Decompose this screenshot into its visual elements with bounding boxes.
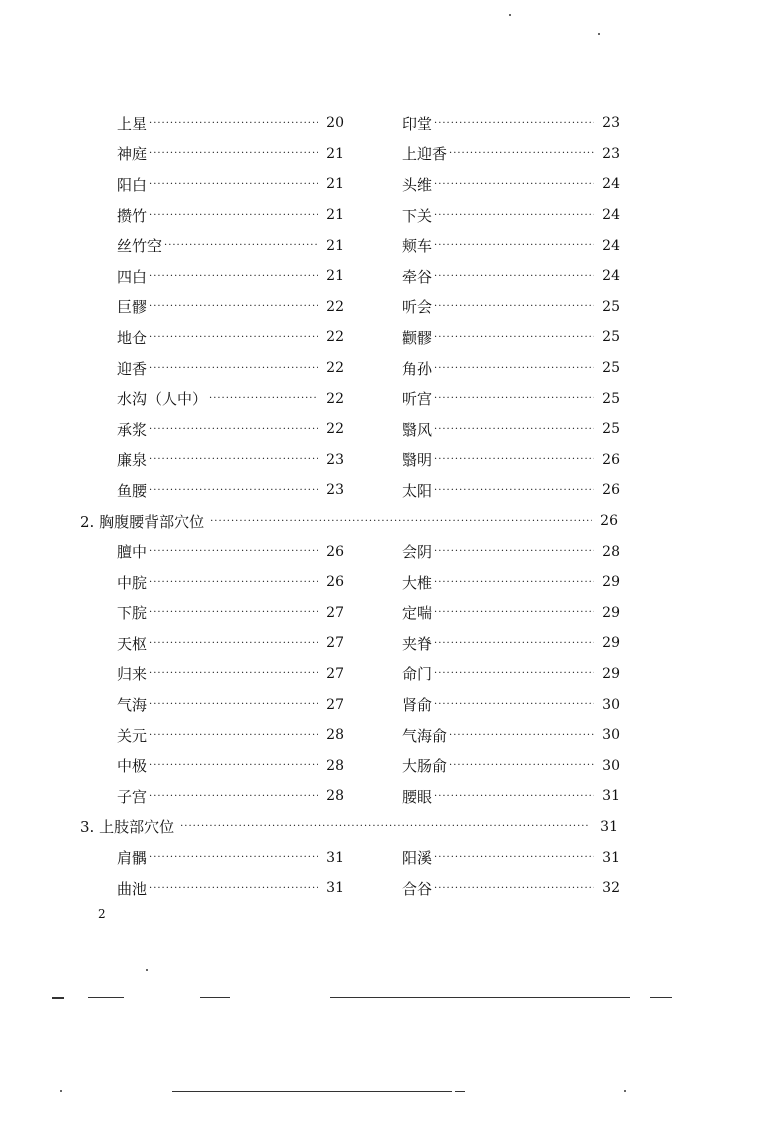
dot-leader <box>149 577 318 588</box>
toc-entry <box>402 169 620 200</box>
entry-page: 28 <box>326 727 344 744</box>
entry-page: 26 <box>602 482 620 499</box>
toc-row <box>80 567 620 598</box>
dot-leader <box>164 240 318 251</box>
toc-entry <box>117 475 344 506</box>
entry-name: 阳溪 <box>402 849 433 868</box>
toc-entry <box>117 383 344 414</box>
entry-page: 27 <box>326 604 344 621</box>
toc-entry <box>402 689 620 720</box>
entry-name: 迎香 <box>117 359 148 378</box>
dot-leader <box>449 148 594 159</box>
toc-row <box>80 292 620 323</box>
page-number: 2 <box>98 907 106 921</box>
toc-entry <box>402 750 620 781</box>
toc-row <box>80 689 620 720</box>
scan-line <box>650 997 672 998</box>
dot-leader <box>449 730 594 741</box>
toc-entry <box>117 598 344 629</box>
toc-entry <box>402 873 620 904</box>
entry-page: 30 <box>602 696 620 713</box>
table-of-contents <box>80 108 620 903</box>
toc-entry <box>117 230 344 261</box>
dot-leader <box>149 148 318 159</box>
toc-row <box>80 781 620 812</box>
entry-name: 气海俞 <box>402 726 448 745</box>
entry-name: 关元 <box>117 726 148 745</box>
toc-row <box>80 383 620 414</box>
entry-name: 巨髎 <box>117 298 148 317</box>
toc-entry <box>402 108 620 139</box>
entry-name: 中极 <box>117 757 148 776</box>
entry-page: 32 <box>602 880 620 897</box>
entry-page: 24 <box>602 176 620 193</box>
scan-line <box>88 997 124 998</box>
entry-page: 21 <box>326 176 344 193</box>
entry-page: 26 <box>326 574 344 591</box>
entry-name: 曲池 <box>117 879 148 898</box>
toc-entry <box>402 261 620 292</box>
scan-speck <box>509 14 511 16</box>
dot-leader <box>149 668 318 679</box>
entry-page: 27 <box>326 665 344 682</box>
toc-entry <box>402 230 620 261</box>
entry-name: 气海 <box>117 696 148 715</box>
toc-entry <box>402 567 620 598</box>
entry-name: 听宫 <box>402 390 433 409</box>
section-title: 3. 上肢部穴位 <box>80 818 175 837</box>
entry-name: 上迎香 <box>402 145 448 164</box>
dot-leader <box>149 363 318 374</box>
entry-page: 25 <box>602 360 620 377</box>
entry-page: 26 <box>326 543 344 560</box>
entry-page: 28 <box>326 788 344 805</box>
entry-name: 廉泉 <box>117 451 148 470</box>
entry-page: 29 <box>602 635 620 652</box>
entry-page: 24 <box>602 268 620 285</box>
entry-name: 翳明 <box>402 451 433 470</box>
dot-leader <box>434 118 594 129</box>
scan-line <box>455 1091 465 1092</box>
dot-leader <box>434 240 594 251</box>
entry-page: 25 <box>602 390 620 407</box>
entry-name: 上星 <box>117 114 148 133</box>
toc-row <box>80 536 620 567</box>
entry-name: 颊车 <box>402 237 433 256</box>
entry-name: 丝竹空 <box>117 237 163 256</box>
toc-entry <box>117 108 344 139</box>
entry-name: 神庭 <box>117 145 148 164</box>
dot-leader <box>149 791 318 802</box>
entry-page: 25 <box>602 298 620 315</box>
scan-line <box>200 997 230 998</box>
toc-row <box>80 261 620 292</box>
entry-name: 四白 <box>117 267 148 286</box>
dot-leader <box>434 179 594 190</box>
entry-name: 地仓 <box>117 328 148 347</box>
entry-page: 31 <box>326 880 344 897</box>
toc-entry <box>117 353 344 384</box>
entry-name: 角孙 <box>402 359 433 378</box>
dot-leader <box>149 760 318 771</box>
entry-page: 22 <box>326 421 344 438</box>
toc-entry <box>402 536 620 567</box>
section-heading <box>80 812 618 843</box>
entry-name: 印堂 <box>402 114 433 133</box>
dot-leader <box>149 332 318 343</box>
entry-page: 23 <box>326 482 344 499</box>
dot-leader <box>149 485 318 496</box>
dot-leader <box>434 607 594 618</box>
toc-row <box>80 230 620 261</box>
dot-leader <box>149 179 318 190</box>
toc-row <box>80 842 620 873</box>
entry-page: 22 <box>326 298 344 315</box>
toc-entry <box>402 322 620 353</box>
entry-name: 夹脊 <box>402 634 433 653</box>
scan-speck <box>60 1090 62 1092</box>
entry-page: 22 <box>326 360 344 377</box>
dot-leader <box>210 516 592 527</box>
entry-name: 下脘 <box>117 604 148 623</box>
dot-leader <box>434 699 594 710</box>
dot-leader <box>149 730 318 741</box>
entry-page: 21 <box>326 237 344 254</box>
dot-leader <box>434 577 594 588</box>
toc-entry <box>117 169 344 200</box>
dot-leader <box>434 210 594 221</box>
dot-leader <box>209 393 318 404</box>
entry-name: 归来 <box>117 665 148 684</box>
entry-name: 承浆 <box>117 420 148 439</box>
toc-row <box>80 659 620 690</box>
entry-page: 21 <box>326 207 344 224</box>
entry-page: 29 <box>602 574 620 591</box>
toc-entry <box>117 445 344 476</box>
dot-leader <box>180 821 592 832</box>
entry-page: 22 <box>326 390 344 407</box>
toc-entry <box>402 720 620 751</box>
entry-name: 下关 <box>402 206 433 225</box>
entry-page: 29 <box>602 604 620 621</box>
dot-leader <box>149 454 318 465</box>
entry-name: 肩髃 <box>117 849 148 868</box>
entry-page: 20 <box>326 115 344 132</box>
toc-row <box>80 414 620 445</box>
toc-entry <box>402 383 620 414</box>
entry-name: 头维 <box>402 175 433 194</box>
entry-page: 30 <box>602 727 620 744</box>
entry-name: 会阴 <box>402 543 433 562</box>
entry-page: 26 <box>602 451 620 468</box>
toc-entry <box>402 353 620 384</box>
toc-entry <box>117 292 344 323</box>
scan-line <box>52 997 64 999</box>
dot-leader <box>434 638 594 649</box>
entry-page: 23 <box>602 115 620 132</box>
dot-leader <box>149 271 318 282</box>
entry-page: 31 <box>326 849 344 866</box>
entry-name: 牵谷 <box>402 267 433 286</box>
entry-page: 21 <box>326 145 344 162</box>
dot-leader <box>434 668 594 679</box>
toc-entry <box>117 659 344 690</box>
dot-leader <box>434 454 594 465</box>
toc-entry <box>117 414 344 445</box>
entry-page: 27 <box>326 635 344 652</box>
dot-leader <box>149 699 318 710</box>
toc-entry <box>117 322 344 353</box>
toc-entry <box>402 781 620 812</box>
toc-entry <box>402 659 620 690</box>
toc-row <box>80 200 620 231</box>
toc-entry <box>117 567 344 598</box>
entry-name: 太阳 <box>402 481 433 500</box>
toc-row <box>80 322 620 353</box>
toc-row <box>80 445 620 476</box>
entry-page: 23 <box>602 145 620 162</box>
entry-name: 鱼腰 <box>117 481 148 500</box>
entry-page: 31 <box>602 849 620 866</box>
toc-row <box>80 353 620 384</box>
toc-row <box>80 720 620 751</box>
entry-page: 24 <box>602 207 620 224</box>
entry-name: 中脘 <box>117 573 148 592</box>
dot-leader <box>149 210 318 221</box>
toc-entry <box>117 689 344 720</box>
toc-entry <box>117 536 344 567</box>
dot-leader <box>434 791 594 802</box>
section-page: 26 <box>600 513 618 530</box>
toc-entry <box>117 873 344 904</box>
entry-name: 颧髎 <box>402 328 433 347</box>
entry-name: 水沟（人中） <box>117 390 208 409</box>
entry-name: 腰眼 <box>402 787 433 806</box>
toc-entry <box>402 628 620 659</box>
toc-row <box>80 108 620 139</box>
section-title: 2. 胸腹腰背部穴位 <box>80 512 205 531</box>
entry-page: 25 <box>602 329 620 346</box>
entry-name: 合谷 <box>402 879 433 898</box>
dot-leader <box>434 332 594 343</box>
dot-leader <box>149 301 318 312</box>
dot-leader <box>434 424 594 435</box>
toc-entry <box>402 842 620 873</box>
toc-row <box>80 873 620 904</box>
entry-name: 翳风 <box>402 420 433 439</box>
entry-page: 25 <box>602 421 620 438</box>
dot-leader <box>149 118 318 129</box>
dot-leader <box>434 883 594 894</box>
dot-leader <box>434 363 594 374</box>
toc-entry <box>117 139 344 170</box>
toc-entry <box>402 414 620 445</box>
toc-entry <box>117 720 344 751</box>
dot-leader <box>149 852 318 863</box>
entry-page: 24 <box>602 237 620 254</box>
entry-name: 攒竹 <box>117 206 148 225</box>
toc-entry <box>402 292 620 323</box>
entry-name: 阳白 <box>117 175 148 194</box>
section-page: 31 <box>600 818 618 835</box>
toc-row <box>80 475 620 506</box>
toc-row <box>80 750 620 781</box>
dot-leader <box>149 607 318 618</box>
entry-name: 大肠俞 <box>402 757 448 776</box>
entry-name: 子宫 <box>117 787 148 806</box>
entry-name: 肾俞 <box>402 696 433 715</box>
dot-leader <box>149 424 318 435</box>
toc-entry <box>402 598 620 629</box>
dot-leader <box>434 271 594 282</box>
section-heading <box>80 506 618 537</box>
dot-leader <box>149 546 318 557</box>
dot-leader <box>434 485 594 496</box>
dot-leader <box>434 852 594 863</box>
toc-entry <box>402 139 620 170</box>
scan-line <box>172 1091 452 1092</box>
entry-name: 命门 <box>402 665 433 684</box>
entry-name: 天枢 <box>117 634 148 653</box>
dot-leader <box>434 393 594 404</box>
entry-name: 膻中 <box>117 543 148 562</box>
toc-entry <box>117 781 344 812</box>
scan-speck <box>146 969 148 971</box>
entry-name: 听会 <box>402 298 433 317</box>
dot-leader <box>434 301 594 312</box>
entry-page: 27 <box>326 696 344 713</box>
entry-page: 22 <box>326 329 344 346</box>
entry-page: 23 <box>326 451 344 468</box>
toc-row <box>80 139 620 170</box>
toc-entry <box>402 475 620 506</box>
scan-speck <box>598 33 600 35</box>
toc-row <box>80 169 620 200</box>
scan-speck <box>624 1090 626 1092</box>
toc-entry <box>117 842 344 873</box>
toc-entry <box>117 200 344 231</box>
toc-entry <box>117 750 344 781</box>
toc-entry <box>117 628 344 659</box>
entry-name: 大椎 <box>402 573 433 592</box>
entry-page: 30 <box>602 757 620 774</box>
toc-row <box>80 628 620 659</box>
dot-leader <box>149 883 318 894</box>
toc-entry <box>402 445 620 476</box>
toc-row <box>80 598 620 629</box>
entry-name: 定喘 <box>402 604 433 623</box>
entry-page: 28 <box>326 757 344 774</box>
entry-page: 28 <box>602 543 620 560</box>
dot-leader <box>434 546 594 557</box>
toc-entry <box>117 261 344 292</box>
toc-entry <box>402 200 620 231</box>
entry-page: 21 <box>326 268 344 285</box>
entry-page: 31 <box>602 788 620 805</box>
entry-page: 29 <box>602 665 620 682</box>
dot-leader <box>449 760 594 771</box>
dot-leader <box>149 638 318 649</box>
scan-line <box>330 997 630 998</box>
